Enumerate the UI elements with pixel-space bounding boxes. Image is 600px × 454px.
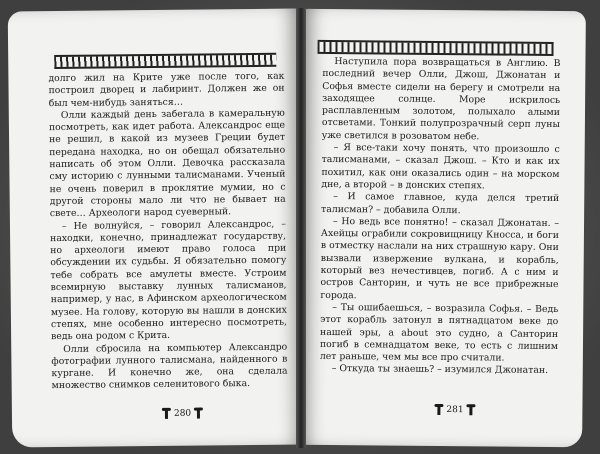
book-gutter [296, 8, 306, 448]
paragraph: – Откуда ты знаешь? – изумился Джонатан. [331, 363, 549, 377]
ornament-icon [434, 404, 443, 416]
ornament-icon [162, 408, 171, 420]
paragraph: – Ты ошибаешься, – возразила Софья. – Ведь этот корабль затонул в пятнадцатом веке до нашей эры, а about это судно, а Санторин погиб в семнадцатом веке, то есть с лишним лет раньше, чем мы все про считали. [319, 301, 559, 364]
paragraph: – Не волнуйся, – говорил Александрос, – находки, конечно, принадлежат государству, но археологи имеют право голоса при обсуждении их судьбы. Я обязательно помогу тебе собрать все амулеты вместе. Устроим всемирную выставку лунных талисманов, например, у нас, в Афинском археологическом музее. На голову, которую вы нашли в донских степях, мне особенно интересно посмотреть, ведь она родом с Крита. [50, 218, 288, 343]
paragraph: – И самое главное, куда делся третий талисман? – добавила Олли. [321, 191, 560, 216]
left-page-text [48, 71, 287, 393]
paragraph: Олли каждый день забегала в камеральную посмотреть, как идет работа. Александрос еще не решил, в какой из музеев Греции будет передана находка, но он обещал обязательно написать об этом Олли. Девочка рассказала сму историю с лунными талисманами. Ученый не очень поверил в проклятие мумии, но с другой стороны мало ли что не бывает на свете… Археологи народ суеверный. [48, 107, 286, 220]
paragraph: – Но ведь все понятно! – сказал Джонатан. – Ахейцы ограбили сокровищницу Кносса, и боги в отместку наслали на них страшную кару. Они вызвали извержение вулкана, и корабль, который вез нечестивцев, погиб. А с ним и остров Санторин, и чуть не все прибрежные города. [320, 215, 560, 301]
paragraph: долго жил на Крите уже после того, как построил дворец и лабиринт. Должен же он был чем-нибудь заняться… [48, 70, 285, 109]
left-page [8, 8, 304, 447]
paragraph: Олли сбросила на компьютер Александро фотографии лунного талисмана, найденного в кургане. И конечно же, она сделала множество снимков селенитового быка. [51, 341, 288, 392]
ornament-icon [467, 404, 476, 416]
greek-key-border [54, 53, 276, 69]
right-page [300, 9, 586, 447]
page-number: 281 [434, 404, 475, 416]
right-page-text [320, 56, 561, 378]
paragraph: Наступила пора возвращаться в Англию. В последний вечер Олли, Джош, Джонатан и Софья вместе сидели на берегу и смотрели на заходящее солнце. Море искрилось расплавленным золотом, полыхало алыми отсветами. Тонкий полупрозрачный серп луны уже светился в розоватом небе. [321, 56, 561, 143]
greek-key-border [318, 40, 554, 56]
ornament-icon [194, 408, 203, 420]
page-number: 280 [162, 408, 203, 420]
paragraph: – Я все-таки хочу понять, что произошло с талисманами, – сказал Джош. – Кто и как их похитил, как они оказались один – на морском дне, а второй – в донских степях. [321, 142, 560, 192]
